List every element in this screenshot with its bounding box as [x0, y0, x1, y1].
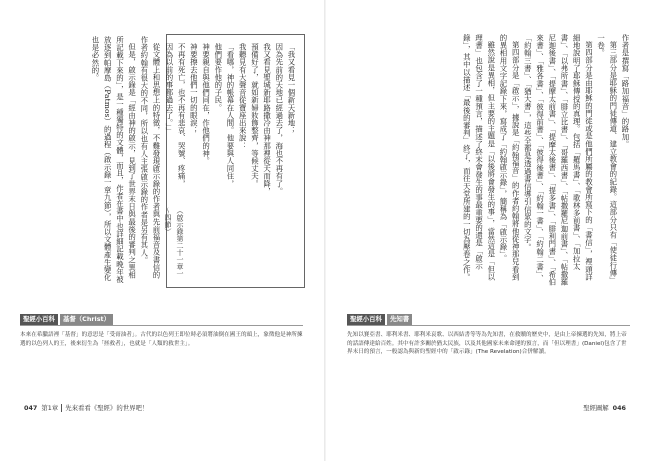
footer-divider: [61, 404, 62, 412]
info-box-christ: [20, 315, 303, 381]
quote-line: 因為先前的天地已經過去了，海也不再有了。: [274, 43, 284, 195]
info-box-header: [347, 314, 412, 325]
quote-line: 不再有死亡，也不再有悲哀、哭號、疼痛，: [177, 43, 187, 188]
info-box-tag: 聖經小百科: [20, 314, 58, 325]
info-box-tag: 聖經小百科: [347, 314, 385, 325]
left-footer: [20, 403, 148, 412]
quote-line: 神要親自與他們同在，作他們的神。: [201, 43, 211, 165]
right-paragraph-4: 第四部分是「啟示」，據說是「約翰福音」的作者約翰將他從神那兒看到的異相用文字記錄下來，寫成了「約翰啟示錄」，簡稱為「啟示錄」。: [498, 34, 521, 281]
quote-line: 「我又看見一個新天新地；: [287, 43, 296, 135]
left-body-text: [24, 36, 162, 286]
quote-line: 預備好了，就如新婦妝飾整齊，等候丈夫。: [250, 43, 260, 188]
chapter-label: 第1章: [41, 404, 59, 412]
left-paragraph-1: 從文體上和思想上的特徵，不難發現啟示錄的作者與先前福音及書信的作者約翰有很大的不同，所以也有人主張啟示錄的作者是另有其人。: [139, 36, 161, 279]
right-footer: [583, 403, 630, 412]
left-paragraph-2: 但是，啟示錄是「經由神的啟示，見到了世界末日與最後的審判之異相所記載下來的」，是一種獨特的文體，而且，作者在書中也詳細記載晚年被放逐到帕摩島（Patmos）的過程（啟示錄一章九節），所以文體產生變化也是必然的。: [90, 36, 137, 284]
section-label: 聖經圖解: [583, 404, 609, 412]
info-box-title: 基督（Christ）: [60, 314, 113, 325]
page-number-right: 046: [612, 403, 626, 412]
chapter-title: 先來看看《聖經》的世界吧！: [65, 404, 149, 412]
info-box-text: 本來在希臘語裡「基督」的意思是「受膏油者」。古代的以色列王即位時必須將油倒在國王的頭上，象徵他是神所揀選的以色列人的王，後來衍生為「拯救者」，也就是「人類的救世主」。: [20, 332, 303, 347]
right-body-text: [347, 34, 631, 286]
right-page: [325, 0, 650, 461]
info-box-prophets: [347, 315, 630, 381]
page-number-left: 047: [24, 403, 38, 412]
quote-line: 神要擦去他們一切的眼淚；: [189, 43, 199, 135]
info-box-header: [20, 314, 113, 325]
right-paragraph-2: 第三部分是耶穌的門徒傳道、建立教會的紀錄。這部分只有「使徒行傳」一卷。: [596, 34, 618, 285]
right-paragraph-3: 第四部分是由耶穌的門徒或是他們所屬的教會所寫下的「書信」，裡頭詳細地說明了耶穌傳授的真理。包括「羅馬書」、「歌林多前書」、「加拉太書」、「以弗所書」、「腓立比書」、「哥羅西書」、「帖撒羅尼迦前書」、「帖撒羅尼迦後書」、「提摩太前書」、「提摩太後書」、「提多書」、「腓利門書」、「希伯來書」、「雅各書」、「彼得前書」、「彼得後書」、「約翰一書」、「約翰二書」、「約翰三書」、「猶大書」，這些全都是透過書信導引信眾的文字。: [523, 34, 594, 286]
quote-citation: （啟示錄第二十一章一～四節）: [164, 207, 184, 277]
scripture-quote-box: [166, 34, 305, 288]
quote-line: 我聽見有大聲音從寶座出來說：: [238, 43, 248, 150]
quote-line: 他們要作他的子民。: [213, 43, 223, 112]
quote-line: 因為以前的事都過去了。」」: [164, 43, 174, 135]
info-box-text: 先知以賽亞書、耶利米書、耶利米哀歌、以西結書等等為先知書，在救贖的歷史中，是由上帝揀選的先知，將上帝的話語傳達給百姓。其中有許多關於猶太民族，以及其他國家未來命運的預言，而「但以理書」(Daniel)包含了世界末日的預言，一般認為與新約聖經中的「啟示錄」(The Revelation)合併解讀。: [347, 332, 627, 356]
right-paragraph-5: 雖然說是異相，但主要的主題是「以後將會發生的事」，當然這是「但以理書」也包含了一種預言，描述了終末會發生的事最重要的還是「啟示錄」，其中以描述「最後的審判」終了，而往天堂所建的一切為壓卷之作。: [462, 34, 496, 282]
quote-line: 我又看見聖城新耶路撒冷由神那裡從天而降，: [262, 43, 272, 195]
right-paragraph-1: 作者是撰寫「路加福音」的路加。: [621, 34, 630, 148]
quote-line: 「看哪，神的帳幕在人間。他要與人同住，: [225, 43, 235, 188]
info-box-title: 先知書: [387, 314, 412, 325]
